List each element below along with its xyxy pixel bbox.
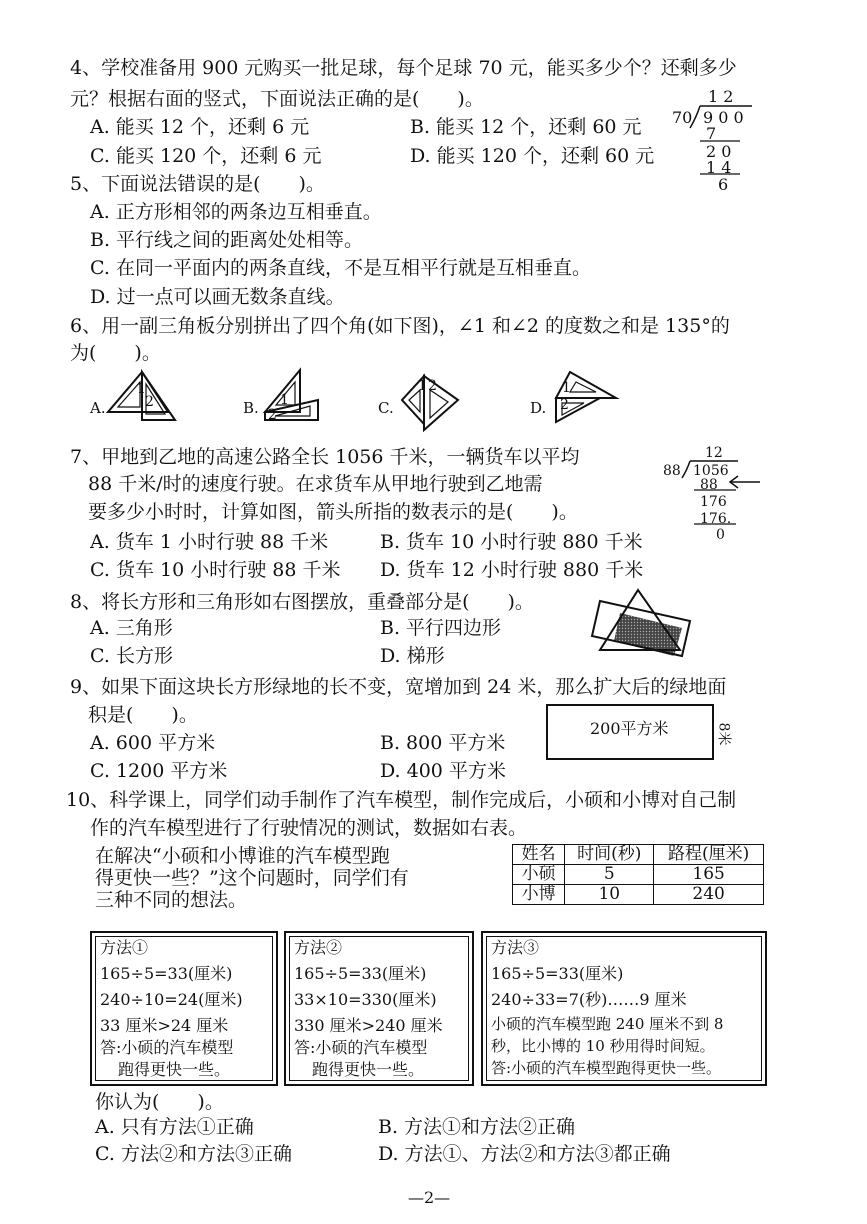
q7-divisor: 88 (663, 463, 681, 479)
q10-stem-line3: 在解决“小硕和小博谁的汽车模型跑 (95, 845, 390, 867)
table-cell: 小硕 (513, 865, 565, 885)
method-1-line1: 165÷5=33(厘米) (100, 964, 233, 983)
table-cell: 240 (654, 885, 764, 905)
q10-stem-line5: 三种不同的想法。 (95, 889, 248, 911)
method-3-line2: 240÷33=7(秒)……9 厘米 (491, 990, 687, 1009)
method-3-line4: 秒，比小博的 10 秒用得时间短。 (491, 1037, 715, 1055)
table-cell: 165 (654, 865, 764, 885)
q5-option-c: C. 在同一平面内的两条直线，不是互相平行就是互相垂直。 (90, 257, 591, 279)
q7-dividend: 1056 (693, 463, 729, 479)
q7-step3: 176. (700, 511, 732, 527)
q4-option-a: A. 能买 12 个，还剩 6 元 (90, 116, 310, 138)
method-1-line2: 240÷10=24(厘米) (100, 990, 243, 1009)
q9-width-label: 8米 (715, 722, 732, 746)
q9-area-label: 200平方米 (590, 719, 669, 738)
table-header: 时间(秒) (565, 845, 654, 865)
page-number: —2— (408, 1188, 451, 1207)
q5-option-b: B. 平行线之间的距离处处相等。 (90, 229, 364, 251)
q8-stem: 8、将长方形和三角形如右图摆放，重叠部分是( )。 (70, 591, 534, 613)
q7-stem-line1: 7、甲地到乙地的高速公路全长 1056 千米，一辆货车以平均 (70, 446, 580, 468)
method-2-line3: 330 厘米>240 厘米 (294, 1016, 443, 1035)
q10-data-table (512, 844, 764, 905)
q4-stem-line1: 4、学校准备用 900 元购买一批足球，每个足球 70 元，能买多少个？还剩多少 (70, 57, 737, 79)
method-3-title: 方法③ (491, 938, 540, 957)
q6-d-angle2: 2 (560, 397, 569, 413)
q9-option-a: A. 600 平方米 (90, 732, 216, 754)
q7-option-c: C. 货车 10 小时行驶 88 千米 (90, 559, 341, 581)
q6-a-angle1: 1 (137, 381, 146, 397)
q7-step1: 88 (700, 477, 718, 493)
q6-a-angle2: 2 (145, 394, 154, 410)
q4-dividend: 9 0 0 (703, 108, 744, 127)
q9-option-b: B. 800 平方米 (380, 732, 506, 754)
method-3-line5: 答:小硕的汽车模型跑得更快一些。 (491, 1059, 722, 1077)
q7-option-a: A. 货车 1 小时行驶 88 千米 (90, 531, 329, 553)
q4-option-c: C. 能买 120 个，还剩 6 元 (90, 145, 322, 167)
q10-option-d: D. 方法①、方法②和方法③都正确 (378, 1143, 671, 1165)
q4-divisor: 70 (672, 108, 693, 127)
q7-remainder: 0 (716, 527, 725, 543)
q10-option-c: C. 方法②和方法③正确 (95, 1143, 292, 1165)
table-cell: 小博 (513, 885, 565, 905)
table-header: 路程(厘米) (654, 845, 764, 865)
q6-label-c: C. (378, 399, 394, 417)
table-header: 姓名 (513, 845, 565, 865)
q5-option-a: A. 正方形相邻的两条边互相垂直。 (90, 201, 382, 223)
method-1-line4: 答:小硕的汽车模型 (100, 1038, 234, 1057)
q6-label-d: D. (530, 399, 547, 417)
method-2-line1: 165÷5=33(厘米) (294, 964, 427, 983)
method-2-line4: 答:小硕的汽车模型 (294, 1038, 428, 1057)
q6-b-angle2: 2 (268, 407, 277, 423)
q6-c-angle1: 1 (418, 378, 427, 394)
q6-d-angle1: 1 (562, 380, 571, 396)
q6-b-angle1: 1 (280, 392, 289, 408)
q6-c-angle2: 2 (428, 378, 437, 394)
method-1-title: 方法① (100, 938, 149, 957)
q8-option-a: A. 三角形 (90, 617, 173, 639)
table-row (513, 865, 764, 885)
method-2-line5: 跑得更快一些。 (312, 1060, 425, 1079)
q4-option-b: B. 能买 12 个，还剩 60 元 (410, 116, 642, 138)
q7-step2: 176 (700, 494, 727, 510)
q7-stem-line2: 88 千米/时的速度行驶。在求货车从甲地行驶到乙地需 (88, 473, 543, 495)
q7-option-d: D. 货车 12 小时行驶 880 千米 (380, 559, 644, 581)
q9-stem-line1: 9、如果下面这块长方形绿地的长不变，宽增加到 24 米，那么扩大后的绿地面 (70, 676, 727, 698)
q9-option-d: D. 400 平方米 (380, 760, 506, 782)
q7-quotient: 12 (705, 445, 723, 461)
q4-stem-line2: 元？根据右面的竖式，下面说法正确的是( )。 (70, 88, 484, 110)
method-3-line3: 小硕的汽车模型跑 240 厘米不到 8 (491, 1015, 724, 1033)
q4-option-d: D. 能买 120 个，还剩 60 元 (410, 145, 655, 167)
q10-question: 你认为( )。 (95, 1091, 224, 1113)
method-3-line1: 165÷5=33(厘米) (491, 964, 624, 983)
q10-option-b: B. 方法①和方法②正确 (378, 1116, 576, 1138)
q8-overlap-figure (0, 0, 1, 1)
q10-option-a: A. 只有方法①正确 (95, 1116, 254, 1138)
q6-stem-line2: 为( )。 (70, 342, 161, 364)
q6-label-b: B. (243, 399, 259, 417)
q8-option-b: B. 平行四边形 (380, 617, 502, 639)
q5-option-d: D. 过一点可以画无数条直线。 (90, 286, 345, 308)
method-2-title: 方法② (294, 938, 343, 957)
q4-step1: 7 (706, 124, 717, 143)
table-cell: 10 (565, 885, 654, 905)
q4-quotient: 1 2 (708, 87, 734, 106)
q10-stem-line2: 作的汽车模型进行了行驶情况的测试，数据如右表。 (90, 817, 528, 839)
method-1-line5: 跑得更快一些。 (118, 1060, 231, 1079)
q4-step2: 2 0 (706, 142, 732, 161)
q4-step3: 1 4 (706, 158, 732, 177)
method-2-line2: 33×10=330(厘米) (294, 990, 437, 1009)
q5-stem: 5、下面说法错误的是( )。 (70, 173, 325, 195)
q8-option-d: D. 梯形 (380, 645, 445, 667)
q7-stem-line3: 要多少小时时，计算如图，箭头所指的数表示的是( )。 (88, 501, 578, 523)
table-row (513, 885, 764, 905)
q10-stem-line1: 10、科学课上，同学们动手制作了汽车模型，制作完成后，小硕和小博对自己制 (66, 789, 737, 811)
q8-option-c: C. 长方形 (90, 645, 173, 667)
q9-option-c: C. 1200 平方米 (90, 760, 228, 782)
table-header-row (513, 845, 764, 865)
q10-stem-line4: 得更快一些？”这个问题时，同学们有 (95, 867, 409, 889)
q7-option-b: B. 货车 10 小时行驶 880 千米 (380, 531, 643, 553)
table-cell: 5 (565, 865, 654, 885)
q4-remainder: 6 (718, 175, 729, 194)
q6-label-a: A. (90, 399, 106, 417)
q9-stem-line2: 积是( )。 (88, 704, 198, 726)
method-1-line3: 33 厘米>24 厘米 (100, 1016, 229, 1035)
q6-stem-line1: 6、用一副三角板分别拼出了四个角(如下图)，∠1 和∠2 的度数之和是 135°的 (70, 315, 730, 337)
